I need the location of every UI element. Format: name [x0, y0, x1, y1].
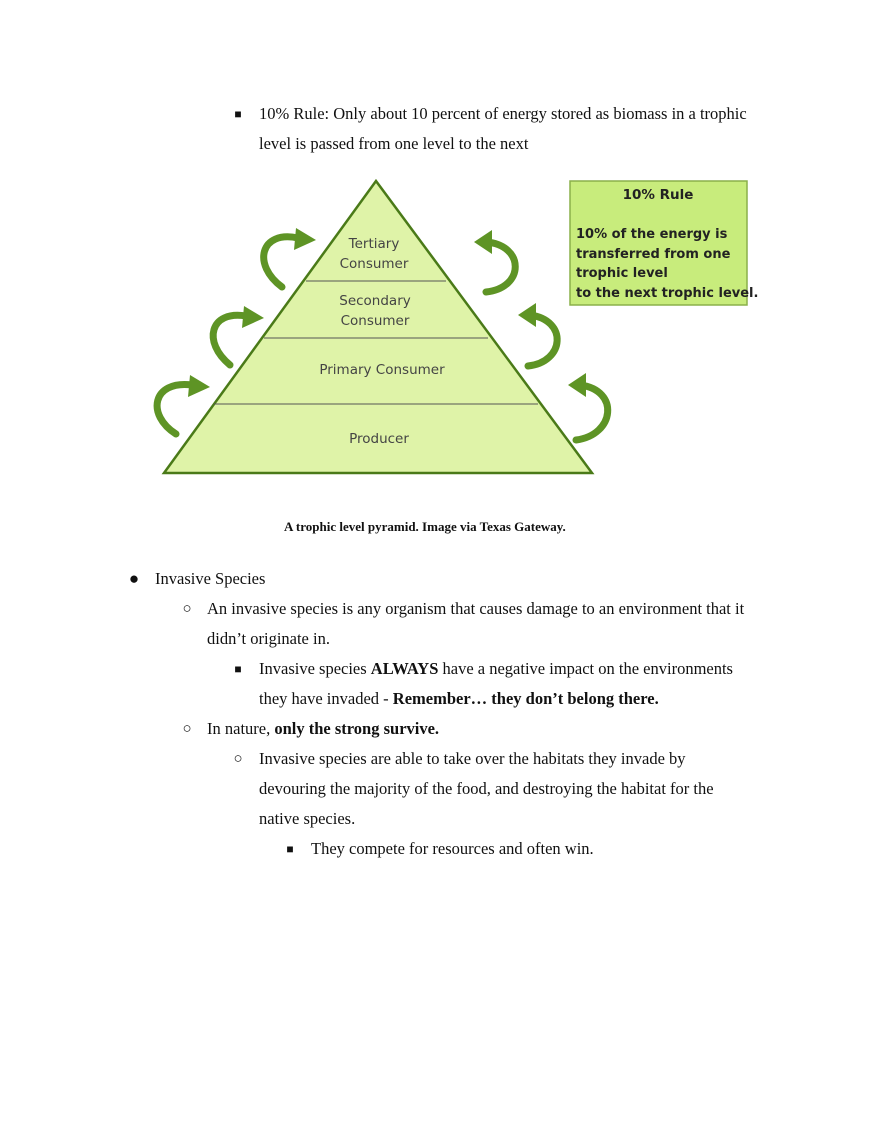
level-secondary-line-2: Consumer — [340, 313, 410, 329]
nature-pre: In nature, — [207, 719, 275, 738]
nature-line — [207, 714, 439, 744]
rule-text-line-2: level is passed from one level to the next — [259, 134, 529, 153]
always-line — [259, 654, 733, 684]
circle-bullet: ○ — [182, 601, 192, 617]
takeover-line-1: Invasive species are able to take over the habitats they invade by — [259, 749, 686, 768]
pyramid — [164, 181, 592, 473]
curved-arrow-icon — [157, 385, 192, 434]
curved-arrow-icon — [264, 237, 298, 287]
rule-box-line-1: 10% of the energy is — [576, 227, 728, 242]
rule-box-line-3: trophic level — [576, 266, 668, 281]
invasive-heading: Invasive Species — [155, 569, 266, 588]
always-pre: Invasive species — [259, 659, 371, 678]
level-primary: Primary Consumer — [319, 362, 445, 378]
always-bold: ALWAYS — [370, 659, 439, 678]
figure-caption: A trophic level pyramid. Image via Texas Gateway. — [284, 519, 566, 534]
circle-bullet: ○ — [182, 721, 192, 737]
compete-line: They compete for resources and often win. — [311, 839, 594, 858]
circle-bullet: ○ — [233, 751, 243, 767]
rule-box-line-4: to the next trophic level. — [576, 286, 759, 301]
square-bullet: ■ — [286, 842, 294, 856]
invaded-pre: they have invaded - — [259, 689, 393, 708]
trophic-pyramid-diagram — [140, 170, 760, 485]
arrowhead-icon — [242, 306, 264, 328]
level-producer: Producer — [349, 431, 409, 447]
takeover-line-2: devouring the majority of the food, and destroying the habitat for the — [259, 779, 714, 798]
disc-bullet: ● — [128, 569, 140, 588]
arrowhead-icon — [568, 373, 586, 397]
level-secondary-line-1: Secondary — [339, 293, 411, 309]
level-tertiary-line-1: Tertiary — [348, 236, 400, 252]
invaded-line — [259, 684, 659, 714]
arrowhead-icon — [188, 375, 210, 397]
level-tertiary-line-2: Consumer — [339, 256, 409, 272]
curved-arrow-icon — [213, 315, 246, 365]
rule-box-title: 10% Rule — [622, 187, 694, 203]
rule-box-line-2: transferred from one — [576, 247, 731, 262]
definition-line-1: An invasive species is any organism that causes damage to an environment that it — [207, 599, 745, 618]
takeover-line-3: native species. — [259, 809, 356, 828]
rule-text-line-1: 10% Rule: Only about 10 percent of energy stored as biomass in a trophic — [259, 104, 747, 123]
invaded-bold: Remember… they don’t belong there. — [392, 689, 659, 708]
arrowhead-icon — [294, 228, 316, 250]
arrowhead-icon — [474, 230, 492, 254]
nature-bold: only the strong survive. — [274, 719, 440, 738]
rule-box — [570, 181, 758, 305]
definition-line-2: didn’t originate in. — [207, 629, 330, 648]
square-bullet: ■ — [234, 662, 242, 676]
arrowhead-icon — [518, 303, 536, 327]
square-bullet: ■ — [234, 107, 242, 121]
always-post: have a negative impact on the environments — [438, 659, 733, 678]
